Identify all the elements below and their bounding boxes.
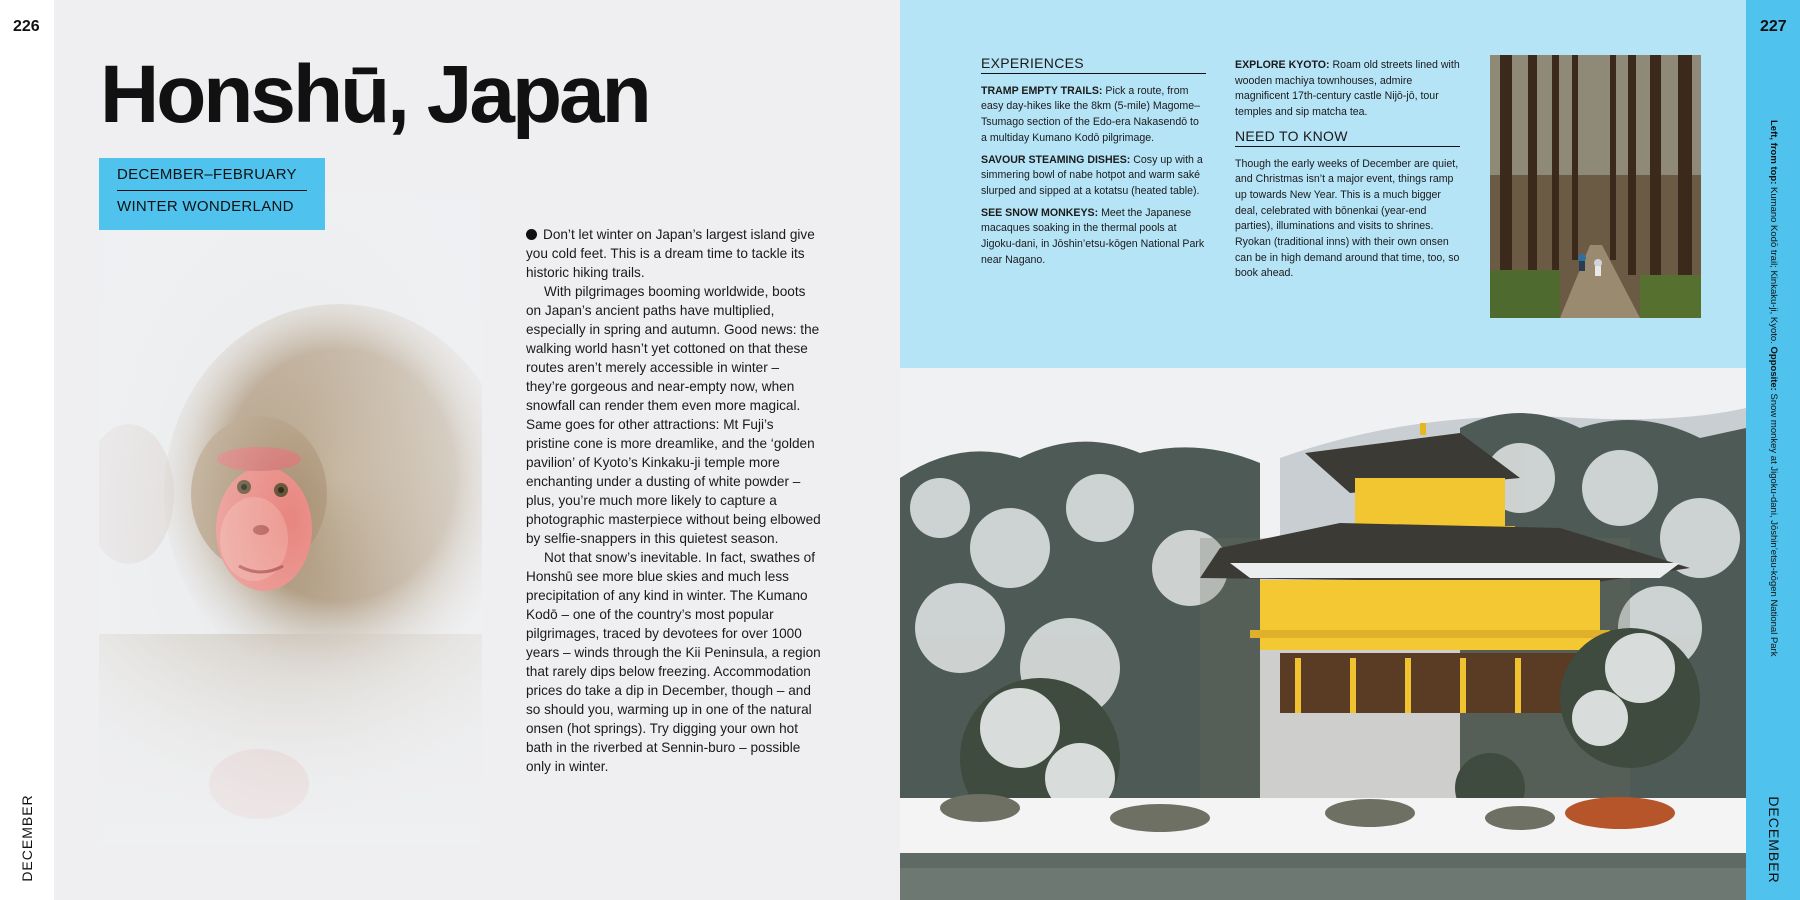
body-paragraph-1: Don’t let winter on Japan’s largest island give you cold feet. This is a dream time to tackle its historic hiking trails. <box>526 227 815 280</box>
experiences-column <box>981 56 1206 274</box>
experience-item: EXPLORE KYOTO: Roam old streets lined with wooden machiya townhouses, admire magnificent 17th-century castle Nijō-jō, tour temples and sip matcha tea. <box>1235 59 1460 119</box>
photo-caption: Left, from top: Kumano Kodō trail; Kinkaku-ji, Kyoto. Opposite: Snow monkey at Jigoku-dani, Jōshin’etsu-kōgen National Park <box>1768 120 1779 657</box>
need-to-know-text: Though the early weeks of December are quiet, and Christmas isn’t a major event, things ramp up towards New Year. This is a much bigger deal, celebrated with bōnenkai (year-end parties), illuminations and visits to shrines. Ryokan (traditional inns) with their own onsen can be in high demand around that time, too, so book ahead. <box>1235 157 1460 280</box>
article-body <box>526 225 821 776</box>
season-dates: DECEMBER–FEBRUARY <box>117 166 307 191</box>
forest-trail-photo <box>1490 55 1701 318</box>
need-to-know-heading: NEED TO KNOW <box>1235 129 1460 147</box>
season-tag <box>99 158 325 230</box>
experiences-heading: EXPERIENCES <box>981 56 1206 74</box>
snow-monkey-photo <box>99 194 482 845</box>
page-number-left: 226 <box>13 18 40 35</box>
bullet-icon <box>526 229 537 240</box>
experience-item: SEE SNOW MONKEYS: Meet the Japanese macaques soaking in the thermal pools at Jigoku-dani, in Jōshin’etsu-kōgen National Park near Nagano. <box>981 206 1205 266</box>
page-title: Honshū, Japan <box>100 49 649 140</box>
golden-pavilion-photo <box>900 368 1746 900</box>
left-margin <box>0 0 54 900</box>
month-label-right: DECEMBER <box>1766 796 1782 884</box>
body-paragraph-2: With pilgrimages booming worldwide, boots on Japan’s ancient paths have multiplied, especially in spring and autumn. Good news: the walking world hasn’t yet cottoned on that these routes aren’t merely accessible in winter – they’re gorgeous and near-empty now, when snowfall can render them even more magical. Same goes for other attractions: Mt Fuji’s pristine cone is more dreamlike, and the ‘golden pavilion’ of Kyoto’s Kinkaku-ji temple more enchanting under a dusting of white powder – plus, you’re much more likely to capture a photographic masterpiece without being elbowed by selfie-snappers in this quietest season. <box>526 284 821 546</box>
season-theme: WINTER WONDERLAND <box>117 198 294 215</box>
body-paragraph-3: Not that snow’s inevitable. In fact, swathes of Honshū see more blue skies and much less precipitation of any kind in winter. The Kumano Kodō – one of the country’s most popular pilgrimages, traced by devotees for over 1000 years – winds through the Kii Peninsula, a region that rarely dips below freezing. Accommodation prices do take a dip in December, though – and so should you, warming up in one of the natural onsen (hot springs). Try digging your own hot bath in the riverbed at Sennin-buro – possible only in winter. <box>526 550 821 774</box>
kyoto-and-need-to-know-column <box>1235 58 1460 288</box>
page-number-right: 227 <box>1760 18 1787 35</box>
experience-item: SAVOUR STEAMING DISHES: Cosy up with a simmering bowl of nabe hotpot and warm saké slurped and sipped at a kotatsu (heated table). <box>981 153 1203 197</box>
experience-item: TRAMP EMPTY TRAILS: Pick a route, from easy day-hikes like the 8km (5-mile) Magome–Tsumago section of the Edo-era Nakasendō to a multiday Kumano Kodō pilgrimage. <box>981 84 1201 144</box>
month-label-left: DECEMBER <box>19 794 35 882</box>
